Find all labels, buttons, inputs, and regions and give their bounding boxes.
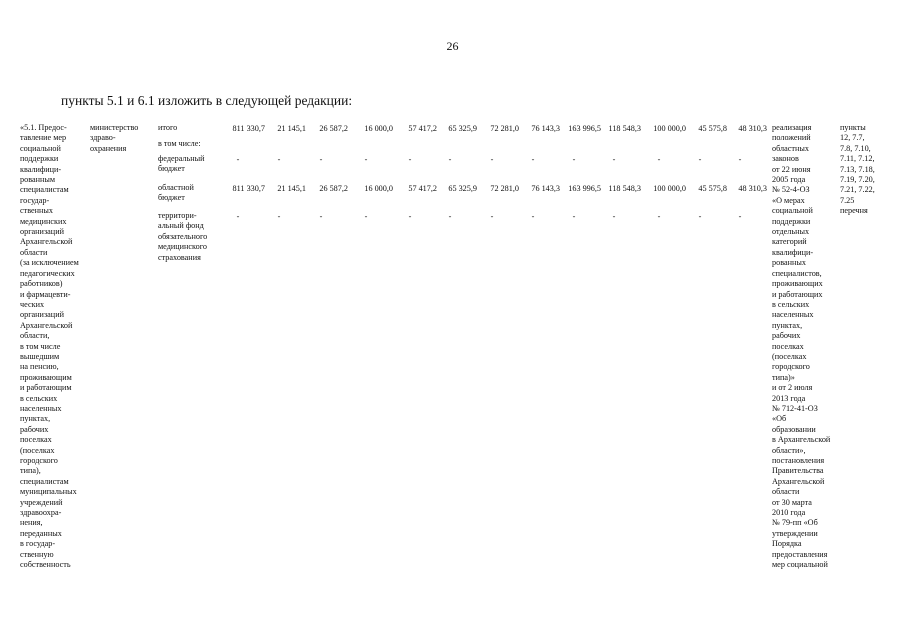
financing-row: [0, 211, 905, 222]
amount-cell: -: [236, 212, 240, 221]
amount-cell: 45 575,8: [698, 184, 727, 193]
amount-cell: -: [738, 212, 742, 221]
amount-cell: -: [364, 155, 368, 164]
amount-cell: 57 417,2: [408, 124, 437, 133]
amount-cell: 100 000,0: [653, 124, 686, 133]
amount-cell: 26 587,2: [319, 184, 348, 193]
amount-cell: -: [319, 212, 323, 221]
amount-cell: 48 310,3: [738, 184, 767, 193]
amount-cell: 65 325,9: [448, 184, 477, 193]
executor-cell: министерство здраво- охранения: [90, 123, 139, 153]
amount-cell: -: [319, 155, 323, 164]
amount-cell: -: [698, 212, 702, 221]
amount-cell: 16 000,0: [364, 184, 393, 193]
amount-cell: 16 000,0: [364, 124, 393, 133]
amount-cell: 76 143,3: [531, 184, 560, 193]
amount-cell: -: [657, 212, 661, 221]
amount-cell: -: [364, 212, 368, 221]
amount-cell: 118 548,3: [608, 124, 641, 133]
amount-cell: -: [490, 155, 494, 164]
amount-cell: -: [448, 155, 452, 164]
amount-cell: 163 996,5: [568, 184, 601, 193]
amount-cell: 57 417,2: [408, 184, 437, 193]
amount-cell: 48 310,3: [738, 124, 767, 133]
amount-cell: -: [531, 212, 535, 221]
amount-cell: -: [408, 155, 412, 164]
amount-cell: 45 575,8: [698, 124, 727, 133]
measure-cell: «5.1. Предос- тавление мер социальной поддержки квалифици- рованным специалистам государ- ственных медицинских организаций Архангельской области (за исключением педагогических работников) и фармацевти- ческих организаций Архангельской области, в том числе вышедшим на пенсию, проживающим и работающим в сельских населенных пунктах, рабочих поселках (поселках городского типа), специалистам муниципальных учреждений здравоохра- нения, переданных в государ- ственную собственность: [20, 123, 79, 570]
amount-cell: -: [612, 155, 616, 164]
intro-text: пункты 5.1 и 6.1 изложить в следующей редакции:: [61, 93, 353, 108]
amount-cell: 811 330,7: [232, 184, 265, 193]
source-label: территори- альный фонд обязательного медицинского страхования: [158, 211, 208, 262]
amount-cell: 26 587,2: [319, 124, 348, 133]
points-cell: пункты 12, 7.7, 7.8, 7.10, 7.11, 7.12, 7.13, 7.18, 7.19, 7.20, 7.21, 7.22, 7.25 перечня: [840, 123, 875, 216]
amount-cell: -: [490, 212, 494, 221]
page-number: 26: [446, 39, 459, 53]
financing-row: [0, 123, 905, 134]
amount-cell: 118 548,3: [608, 184, 641, 193]
source-label: итого: [158, 123, 178, 132]
financing-row: [0, 183, 905, 194]
amount-cell: -: [698, 155, 702, 164]
amount-cell: 811 330,7: [232, 124, 265, 133]
amount-cell: -: [738, 155, 742, 164]
amount-cell: -: [612, 212, 616, 221]
amount-cell: -: [572, 212, 576, 221]
amount-cell: 163 996,5: [568, 124, 601, 133]
amount-cell: 21 145,1: [277, 124, 306, 133]
source-label: областной бюджет: [158, 183, 194, 203]
amount-cell: -: [277, 212, 281, 221]
amount-cell: 72 281,0: [490, 184, 519, 193]
amount-cell: 21 145,1: [277, 184, 306, 193]
amount-cell: 76 143,3: [531, 124, 560, 133]
amount-cell: -: [277, 155, 281, 164]
amount-cell: -: [448, 212, 452, 221]
legal-basis-cell: реализация положений областных законов от 22 июня 2005 года № 52-4-ОЗ «О мерах социальной поддержки отдельных категорий квалифици- рованных специалистов, проживающих и работающих в сельских населенных пунктах, рабочих поселках (поселках городского типа)» и от 2 июля 2013 года № 712-41-ОЗ «Об образовании в Архангельской области», постановления Правительства Архангельской области от 30 марта 2010 года № 79-пп «Об утверждении Порядка предоставления мер социальной: [772, 123, 831, 570]
amount-cell: 100 000,0: [653, 184, 686, 193]
amount-cell: 65 325,9: [448, 124, 477, 133]
amount-cell: -: [572, 155, 576, 164]
source-label: в том числе:: [158, 139, 201, 148]
source-label: федеральный бюджет: [158, 154, 205, 174]
amount-cell: -: [408, 212, 412, 221]
amount-cell: -: [236, 155, 240, 164]
amount-cell: 72 281,0: [490, 124, 519, 133]
financing-row: [0, 154, 905, 165]
amount-cell: -: [531, 155, 535, 164]
amount-cell: -: [657, 155, 661, 164]
